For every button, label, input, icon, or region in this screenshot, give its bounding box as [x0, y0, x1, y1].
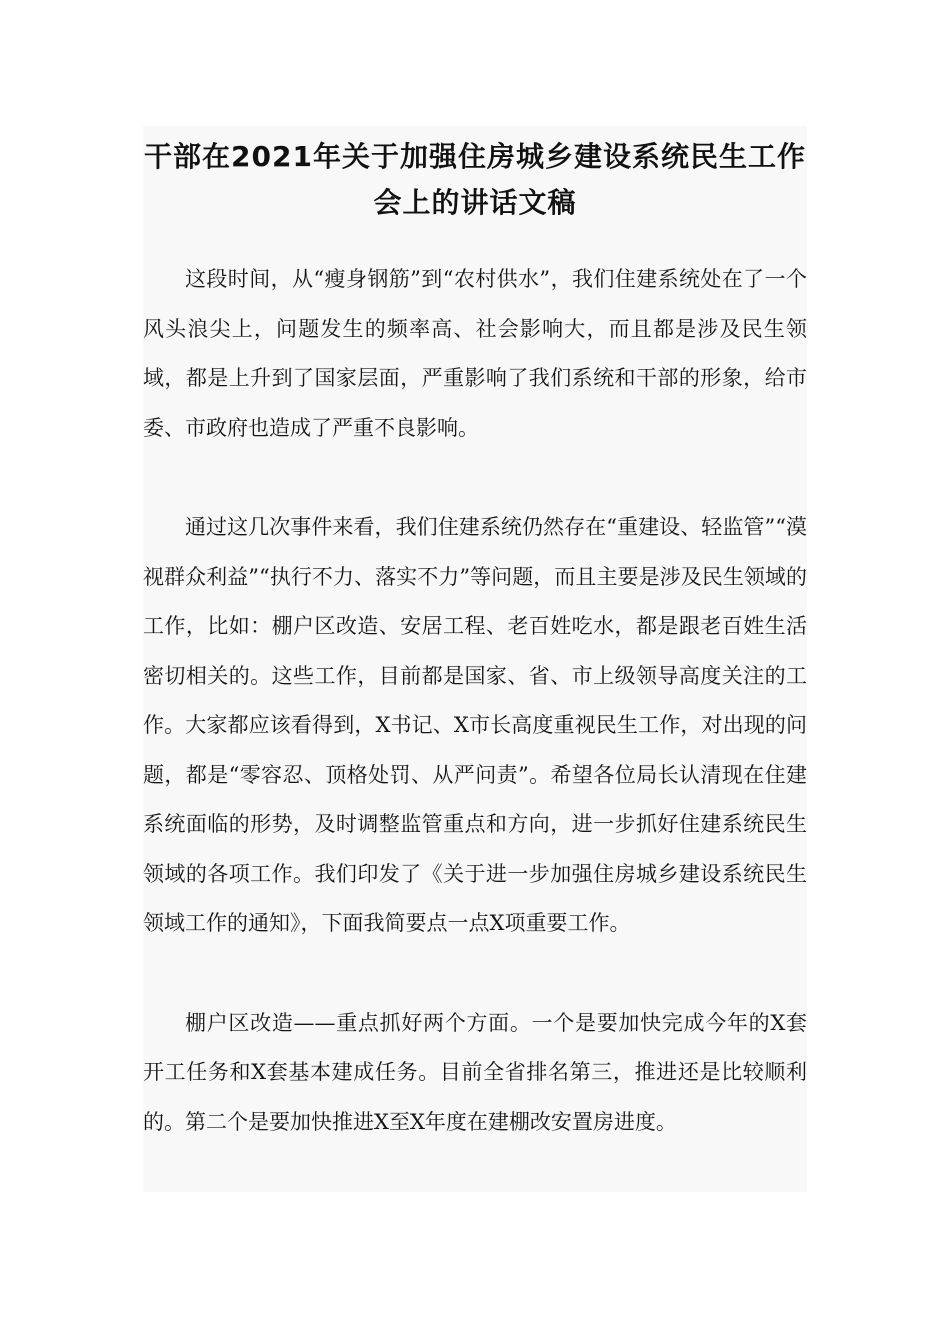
paragraph-2: 通过这几次事件来看，我们住建系统仍然存在“重建设、轻监管”“漠视群众利益”“执行不力、落实不力”等问题，而且主要是涉及民生领域的工作，比如：棚户区改造、安居工程、老百姓吃水，都是跟老百姓生活密切相关的。这些工作，目前都是国家、省、市上级领导高度关注的工作。大家都应该看得到，X书记、X市长高度重视民生工作，对出现的问题，都是“零容忍、顶格处罚、从严问责”。希望各位局长认清现在住建系统面临的形势，及时调整监管重点和方向，进一步抓好住建系统民生领域的各项工作。我们印发了《关于进一步加强住房城乡建设系统民生领域工作的通知》，下面我简要点一点X项重要工作。: [143, 515, 807, 935]
paragraph-3: 棚户区改造——重点抓好两个方面。一个是要加快完成今年的X套开工任务和X套基本建成任务。目前全省排名第三，推进还是比较顺利的。第二个是要加快推进X至X年度在建棚改安置房进度。: [143, 1010, 807, 1134]
paragraph-1: 这段时间，从“瘦身钢筋”到“农村供水”，我们住建系统处在了一个风头浪尖上，问题发生的频率高、社会影响大，而且都是涉及民生领域，都是上升到了国家层面，严重影响了我们系统和干部的形象，给市委、市政府也造成了严重不良影响。: [143, 267, 807, 440]
document-page: [143, 126, 807, 1192]
document-title: [143, 126, 807, 226]
title-line-2: 会上的讲话文稿: [373, 186, 577, 219]
title-line-1: 干部在2021年关于加强住房城乡建设系统民生工作: [144, 140, 806, 173]
